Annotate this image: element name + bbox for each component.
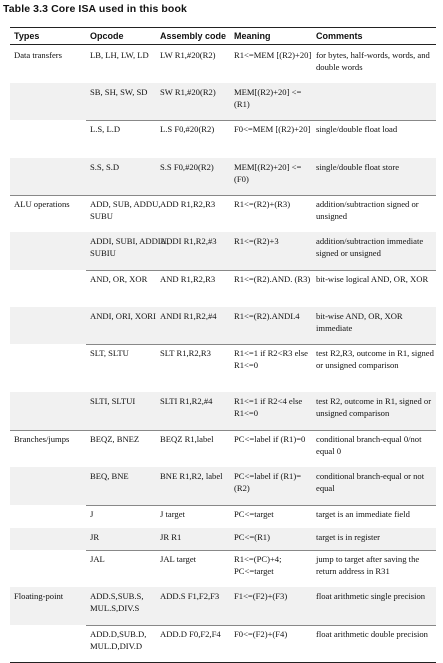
cell-opcode: S.S, S.D — [90, 162, 120, 172]
cell-comments: addition/subtraction signed or unsigned — [316, 199, 419, 221]
cell-meaning: F0<=MEM [(R2)+20] — [234, 124, 311, 134]
cell-opcode: LB, LH, LW, LD — [90, 50, 149, 60]
cell-meaning: R1<=(PC)+4; PC<=target — [234, 554, 282, 576]
cell-assembly: SW R1,#20(R2) — [160, 87, 216, 97]
cell-meaning: PC<=(R1) — [234, 532, 270, 542]
table-row — [10, 158, 436, 195]
table-row — [10, 83, 436, 120]
table-number: Table 3.3 — [3, 3, 49, 15]
cell-meaning: F1<=(F2)+(F3) — [234, 591, 288, 601]
cell-meaning: R1<=(R2)+(R3) — [234, 199, 291, 209]
table-row — [10, 505, 436, 528]
cell-opcode: BEQZ, BNEZ — [90, 434, 140, 444]
cell-type: Branches/jumps — [14, 434, 70, 444]
cell-comments: test R2,R3, outcome in R1, signed or unsigned comparison — [316, 348, 434, 370]
cell-opcode: L.S, L.D — [90, 124, 121, 134]
table-row — [10, 195, 436, 232]
cell-assembly: ANDI R1,R2,#4 — [160, 311, 217, 321]
cell-comments: conditional branch-equal or not equal — [316, 471, 425, 493]
cell-assembly: ADD R1,R2,R3 — [160, 199, 216, 209]
cell-type: ALU operations — [14, 199, 70, 209]
cell-opcode: SLT, SLTU — [90, 348, 129, 358]
cell-meaning: PC<=target — [234, 509, 274, 519]
cell-comments: for bytes, half-words, words, and double words — [316, 50, 430, 72]
cell-opcode: SB, SH, SW, SD — [90, 87, 148, 97]
cell-assembly: ADD.D F0,F2,F4 — [160, 629, 221, 639]
cell-meaning: R1<=1 if R2<4 else R1<=0 — [234, 396, 303, 418]
cell-comments: float arithmetic single precision — [316, 591, 426, 601]
cell-comments: conditional branch-equal 0/not equal 0 — [316, 434, 422, 456]
cell-assembly: AND R1,R2,R3 — [160, 274, 216, 284]
table-caption — [0, 0, 443, 19]
cell-assembly: ADD.S F1,F2,F3 — [160, 591, 220, 601]
table-row — [10, 528, 436, 550]
header-opcode: Opcode — [90, 31, 124, 41]
cell-assembly: L.S F0,#20(R2) — [160, 124, 215, 134]
header-types: Types — [14, 31, 40, 41]
table-row — [10, 392, 436, 430]
table-row — [10, 430, 436, 467]
cell-meaning: R1<=(R2).ANDI.4 — [234, 311, 300, 321]
cell-meaning: R1<=MEM [(R2)+20] — [234, 50, 312, 60]
cell-meaning: MEM[(R2)+20] <= (F0) — [234, 162, 302, 184]
cell-assembly: BNE R1,R2, label — [160, 471, 223, 481]
cell-assembly: LW R1,#20(R2) — [160, 50, 216, 60]
table-row — [10, 120, 436, 158]
cell-comments: jump to target after saving the return address in R31 — [316, 554, 420, 576]
cell-assembly: SLT R1,R2,R3 — [160, 348, 211, 358]
cell-opcode: BEQ, BNE — [90, 471, 129, 481]
table-row — [10, 550, 436, 587]
cell-assembly: JR R1 — [160, 532, 182, 542]
cell-comments: bit-wise logical AND, OR, XOR — [316, 274, 429, 284]
cell-comments: single/double float store — [316, 162, 400, 172]
cell-assembly: JAL target — [160, 554, 197, 564]
cell-opcode: ADDI, SUBI, ADDIU, SUBIU — [90, 236, 170, 258]
table-row — [10, 625, 436, 662]
cell-comments: target is in register — [316, 532, 381, 542]
table-row — [10, 46, 436, 83]
cell-assembly: BEQZ R1,label — [160, 434, 214, 444]
header-assembly: Assembly code — [160, 31, 227, 41]
cell-opcode: JAL — [90, 554, 105, 564]
cell-meaning: MEM[(R2)+20] <= (R1) — [234, 87, 302, 109]
cell-opcode: JR — [90, 532, 100, 542]
cell-meaning: PC<=label if (R1)=(R2) — [234, 471, 302, 493]
header-comments: Comments — [316, 31, 363, 41]
table-row — [10, 344, 436, 392]
cell-meaning: R1<=1 if R2<R3 else R1<=0 — [234, 348, 308, 370]
cell-comments: target is an immediate field — [316, 509, 410, 519]
cell-opcode: ADD, SUB, ADDU, SUBU — [90, 199, 161, 221]
table-row — [10, 467, 436, 505]
cell-assembly: J target — [160, 509, 185, 519]
cell-comments: single/double float load — [316, 124, 398, 134]
cell-meaning: PC<=label if (R1)=0 — [234, 434, 306, 444]
table-header — [10, 27, 436, 44]
cell-type: Floating-point — [14, 591, 64, 601]
cell-comments: addition/subtraction immediate signed or unsigned — [316, 236, 424, 258]
cell-opcode: J — [90, 509, 94, 519]
cell-comments: float arithmetic double precision — [316, 629, 428, 639]
table-row — [10, 232, 436, 270]
header-meaning: Meaning — [234, 31, 271, 41]
cell-meaning: R1<=(R2).AND. (R3) — [234, 274, 311, 284]
cell-assembly: SLTI R1,R2,#4 — [160, 396, 213, 406]
cell-opcode: ADD.S,SUB.S, MUL.S,DIV.S — [90, 591, 144, 613]
table-row — [10, 270, 436, 307]
cell-assembly: S.S F0,#20(R2) — [160, 162, 214, 172]
table-row — [10, 307, 436, 344]
cell-assembly: ADDI R1,R2,#3 — [160, 236, 217, 246]
cell-meaning: R1<=(R2)+3 — [234, 236, 279, 246]
cell-opcode: ADD.D,SUB.D, MUL.D,DIV.D — [90, 629, 147, 651]
table-title: Core ISA used in this book — [51, 3, 187, 15]
cell-meaning: F0<=(F2)+(F4) — [234, 629, 288, 639]
cell-opcode: AND, OR, XOR — [90, 274, 148, 284]
cell-opcode: ANDI, ORI, XORI — [90, 311, 156, 321]
cell-opcode: SLTI, SLTUI — [90, 396, 136, 406]
cell-comments: test R2, outcome in R1, signed or unsigned comparison — [316, 396, 432, 418]
table-row — [10, 587, 436, 625]
cell-comments: bit-wise AND, OR, XOR immediate — [316, 311, 403, 333]
cell-type: Data transfers — [14, 50, 62, 60]
